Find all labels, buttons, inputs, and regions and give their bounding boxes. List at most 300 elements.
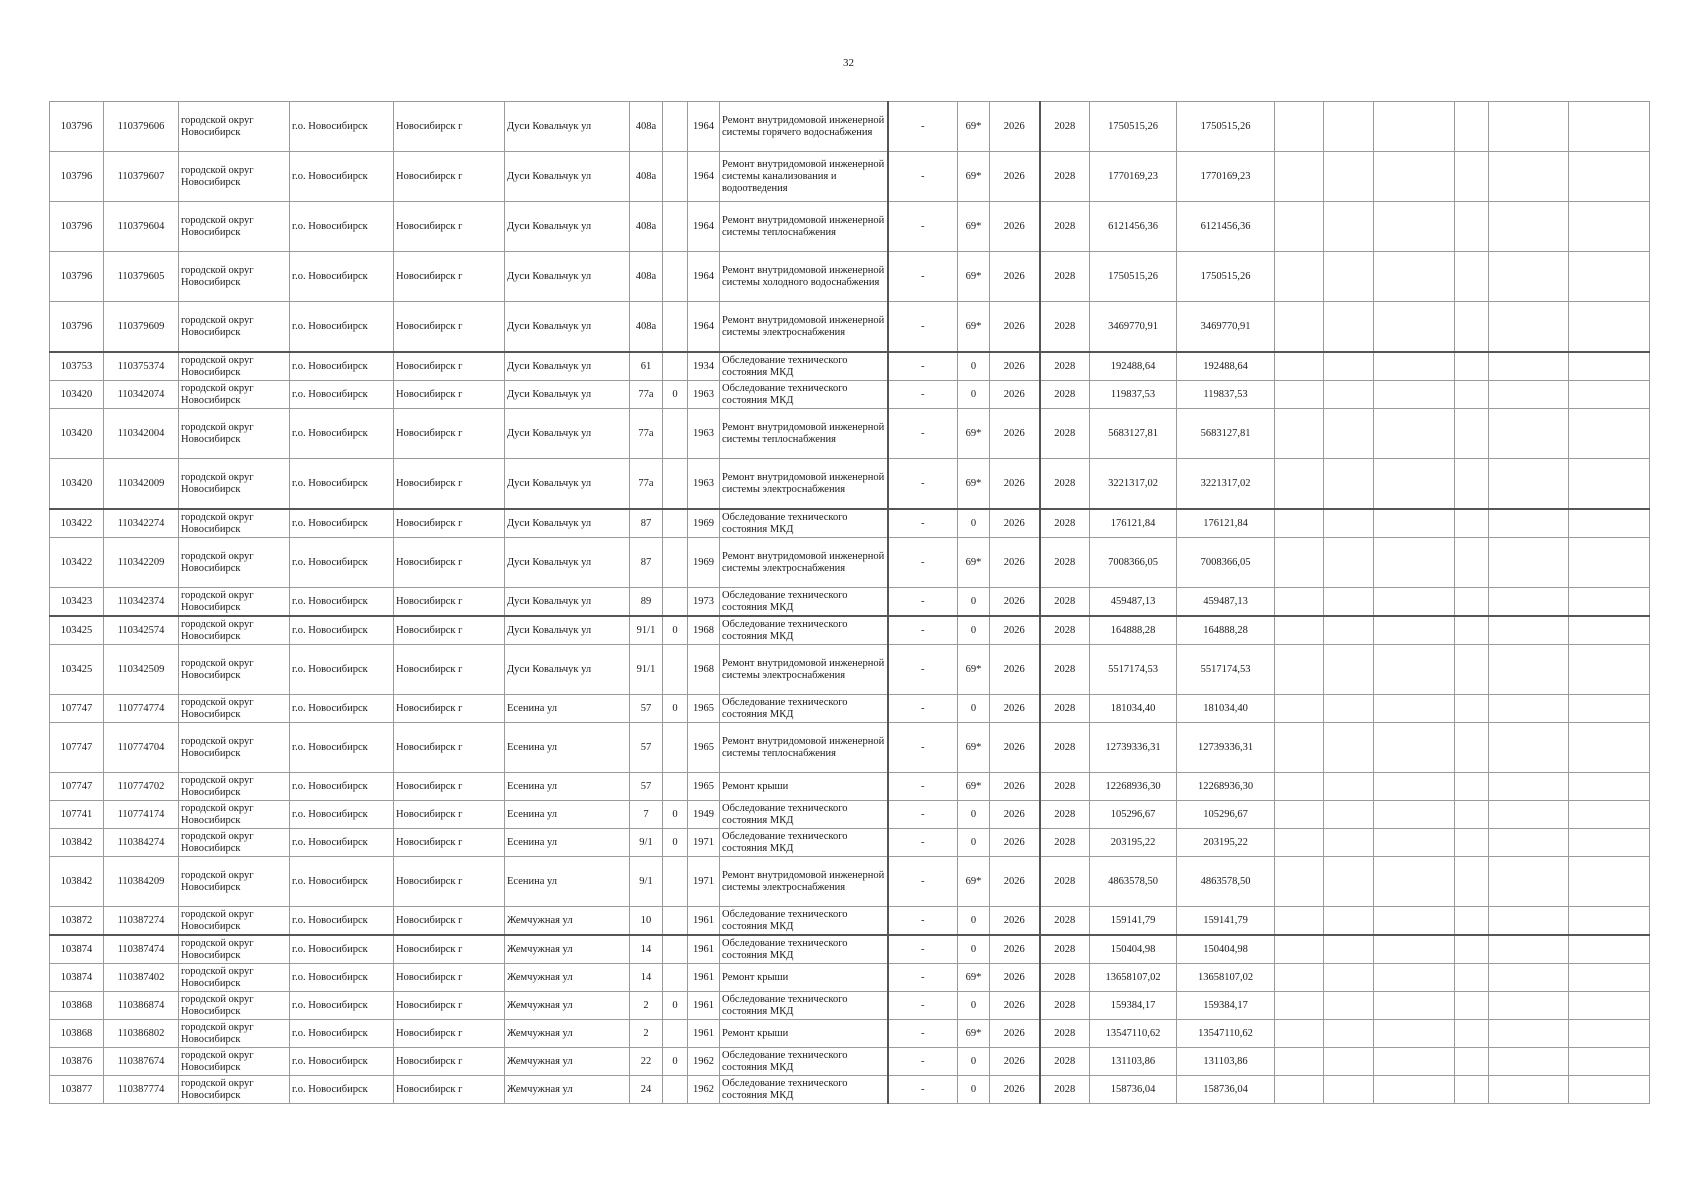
empty-cell xyxy=(1569,1020,1650,1048)
street-cell: Есенина ул xyxy=(505,723,630,773)
dash-cell: - xyxy=(888,202,958,252)
district-cell: городской округ Новосибирск xyxy=(179,152,290,202)
start-year-cell: 2026 xyxy=(990,645,1040,695)
empty-cell xyxy=(1569,381,1650,409)
start-year-cell: 2026 xyxy=(990,1020,1040,1048)
dash-cell: - xyxy=(888,302,958,353)
work-type-cell: Обследование технического состояния МКД xyxy=(720,381,888,409)
table-row xyxy=(50,509,1650,538)
settlement-cell: Новосибирск г xyxy=(394,381,505,409)
end-year-cell: 2028 xyxy=(1040,773,1090,801)
settlement-cell: Новосибирск г xyxy=(394,1076,505,1104)
type-code-cell: 69* xyxy=(958,152,990,202)
construction-year-cell: 1962 xyxy=(688,1048,720,1076)
street-cell: Дуси Ковальчук ул xyxy=(505,459,630,510)
municipality-cell: г.о. Новосибирск xyxy=(290,935,394,964)
district-cell: городской округ Новосибирск xyxy=(179,1076,290,1104)
total-cost-cell: 12739336,31 xyxy=(1177,723,1275,773)
cost-cell: 13547110,62 xyxy=(1090,1020,1177,1048)
cost-cell: 5683127,81 xyxy=(1090,409,1177,459)
record-id-cell: 103420 xyxy=(50,409,104,459)
work-type-cell: Ремонт внутридомовой инженерной системы теплоснабжения xyxy=(720,202,888,252)
empty-cell xyxy=(1455,588,1489,617)
empty-cell xyxy=(1455,723,1489,773)
settlement-cell: Новосибирск г xyxy=(394,773,505,801)
start-year-cell: 2026 xyxy=(990,992,1040,1020)
type-code-cell: 0 xyxy=(958,695,990,723)
building-cell xyxy=(663,1076,688,1104)
empty-cell xyxy=(1324,509,1374,538)
empty-cell xyxy=(1569,992,1650,1020)
empty-cell xyxy=(1455,773,1489,801)
empty-cell xyxy=(1374,1048,1455,1076)
empty-cell xyxy=(1569,352,1650,381)
record-id-cell: 103874 xyxy=(50,935,104,964)
empty-cell xyxy=(1489,695,1569,723)
empty-cell xyxy=(1455,1020,1489,1048)
empty-cell xyxy=(1324,1020,1374,1048)
cost-cell: 12268936,30 xyxy=(1090,773,1177,801)
municipality-cell: г.о. Новосибирск xyxy=(290,992,394,1020)
district-cell: городской округ Новосибирск xyxy=(179,202,290,252)
type-code-cell: 69* xyxy=(958,645,990,695)
building-cell xyxy=(663,352,688,381)
start-year-cell: 2026 xyxy=(990,302,1040,353)
settlement-cell: Новосибирск г xyxy=(394,1020,505,1048)
district-cell: городской округ Новосибирск xyxy=(179,935,290,964)
empty-cell xyxy=(1275,102,1324,152)
object-code-cell: 110342574 xyxy=(104,616,179,645)
total-cost-cell: 1770169,23 xyxy=(1177,152,1275,202)
table-row xyxy=(50,935,1650,964)
house-number-cell: 77а xyxy=(630,409,663,459)
end-year-cell: 2028 xyxy=(1040,202,1090,252)
object-code-cell: 110342209 xyxy=(104,538,179,588)
record-id-cell: 103422 xyxy=(50,538,104,588)
municipality-cell: г.о. Новосибирск xyxy=(290,801,394,829)
record-id-cell: 107747 xyxy=(50,695,104,723)
empty-cell xyxy=(1569,801,1650,829)
district-cell: городской округ Новосибирск xyxy=(179,509,290,538)
record-id-cell: 103842 xyxy=(50,829,104,857)
dash-cell: - xyxy=(888,509,958,538)
dash-cell: - xyxy=(888,152,958,202)
street-cell: Жемчужная ул xyxy=(505,1048,630,1076)
object-code-cell: 110386802 xyxy=(104,1020,179,1048)
object-code-cell: 110384209 xyxy=(104,857,179,907)
empty-cell xyxy=(1324,964,1374,992)
empty-cell xyxy=(1374,935,1455,964)
cost-cell: 164888,28 xyxy=(1090,616,1177,645)
record-id-cell: 103796 xyxy=(50,102,104,152)
empty-cell xyxy=(1455,252,1489,302)
empty-cell xyxy=(1455,152,1489,202)
total-cost-cell: 119837,53 xyxy=(1177,381,1275,409)
empty-cell xyxy=(1275,588,1324,617)
table-row xyxy=(50,616,1650,645)
record-id-cell: 103796 xyxy=(50,202,104,252)
empty-cell xyxy=(1374,695,1455,723)
empty-cell xyxy=(1455,538,1489,588)
work-type-cell: Ремонт внутридомовой инженерной системы электроснабжения xyxy=(720,538,888,588)
empty-cell xyxy=(1569,588,1650,617)
empty-cell xyxy=(1455,202,1489,252)
house-number-cell: 89 xyxy=(630,588,663,617)
cost-cell: 459487,13 xyxy=(1090,588,1177,617)
empty-cell xyxy=(1275,935,1324,964)
type-code-cell: 0 xyxy=(958,801,990,829)
empty-cell xyxy=(1489,992,1569,1020)
table-row xyxy=(50,252,1650,302)
dash-cell: - xyxy=(888,801,958,829)
empty-cell xyxy=(1374,409,1455,459)
end-year-cell: 2028 xyxy=(1040,152,1090,202)
building-cell xyxy=(663,1020,688,1048)
type-code-cell: 69* xyxy=(958,409,990,459)
record-id-cell: 103420 xyxy=(50,459,104,510)
start-year-cell: 2026 xyxy=(990,409,1040,459)
end-year-cell: 2028 xyxy=(1040,538,1090,588)
building-cell: 0 xyxy=(663,381,688,409)
empty-cell xyxy=(1455,1048,1489,1076)
start-year-cell: 2026 xyxy=(990,1076,1040,1104)
empty-cell xyxy=(1324,773,1374,801)
empty-cell xyxy=(1324,588,1374,617)
empty-cell xyxy=(1275,992,1324,1020)
construction-year-cell: 1971 xyxy=(688,857,720,907)
district-cell: городской округ Новосибирск xyxy=(179,1048,290,1076)
end-year-cell: 2028 xyxy=(1040,645,1090,695)
house-number-cell: 61 xyxy=(630,352,663,381)
empty-cell xyxy=(1455,907,1489,936)
type-code-cell: 0 xyxy=(958,829,990,857)
total-cost-cell: 176121,84 xyxy=(1177,509,1275,538)
empty-cell xyxy=(1275,409,1324,459)
object-code-cell: 110774702 xyxy=(104,773,179,801)
building-cell: 0 xyxy=(663,616,688,645)
end-year-cell: 2028 xyxy=(1040,992,1090,1020)
cost-cell: 3221317,02 xyxy=(1090,459,1177,510)
empty-cell xyxy=(1275,907,1324,936)
empty-cell xyxy=(1275,695,1324,723)
dash-cell: - xyxy=(888,616,958,645)
table-body xyxy=(50,102,1650,1104)
empty-cell xyxy=(1569,202,1650,252)
cost-cell: 192488,64 xyxy=(1090,352,1177,381)
house-number-cell: 9/1 xyxy=(630,829,663,857)
settlement-cell: Новосибирск г xyxy=(394,202,505,252)
settlement-cell: Новосибирск г xyxy=(394,616,505,645)
dash-cell: - xyxy=(888,857,958,907)
object-code-cell: 110387674 xyxy=(104,1048,179,1076)
empty-cell xyxy=(1455,509,1489,538)
object-code-cell: 110342509 xyxy=(104,645,179,695)
construction-year-cell: 1964 xyxy=(688,252,720,302)
type-code-cell: 69* xyxy=(958,538,990,588)
construction-year-cell: 1971 xyxy=(688,829,720,857)
empty-cell xyxy=(1374,381,1455,409)
settlement-cell: Новосибирск г xyxy=(394,801,505,829)
work-type-cell: Обследование технического состояния МКД xyxy=(720,829,888,857)
empty-cell xyxy=(1275,1020,1324,1048)
district-cell: городской округ Новосибирск xyxy=(179,1020,290,1048)
dash-cell: - xyxy=(888,1020,958,1048)
dash-cell: - xyxy=(888,588,958,617)
empty-cell xyxy=(1455,801,1489,829)
municipality-cell: г.о. Новосибирск xyxy=(290,1076,394,1104)
record-id-cell: 103425 xyxy=(50,616,104,645)
total-cost-cell: 3221317,02 xyxy=(1177,459,1275,510)
object-code-cell: 110774174 xyxy=(104,801,179,829)
end-year-cell: 2028 xyxy=(1040,801,1090,829)
total-cost-cell: 158736,04 xyxy=(1177,1076,1275,1104)
district-cell: городской округ Новосибирск xyxy=(179,773,290,801)
empty-cell xyxy=(1324,252,1374,302)
cost-cell: 13658107,02 xyxy=(1090,964,1177,992)
construction-year-cell: 1968 xyxy=(688,645,720,695)
empty-cell xyxy=(1275,352,1324,381)
building-cell xyxy=(663,857,688,907)
cost-cell: 203195,22 xyxy=(1090,829,1177,857)
settlement-cell: Новосибирск г xyxy=(394,857,505,907)
empty-cell xyxy=(1569,252,1650,302)
empty-cell xyxy=(1324,202,1374,252)
total-cost-cell: 159141,79 xyxy=(1177,907,1275,936)
empty-cell xyxy=(1569,538,1650,588)
house-number-cell: 77а xyxy=(630,381,663,409)
empty-cell xyxy=(1324,352,1374,381)
total-cost-cell: 164888,28 xyxy=(1177,616,1275,645)
house-number-cell: 14 xyxy=(630,964,663,992)
type-code-cell: 69* xyxy=(958,964,990,992)
empty-cell xyxy=(1374,588,1455,617)
house-number-cell: 408а xyxy=(630,252,663,302)
house-number-cell: 57 xyxy=(630,723,663,773)
empty-cell xyxy=(1324,695,1374,723)
house-number-cell: 57 xyxy=(630,773,663,801)
record-id-cell: 103796 xyxy=(50,152,104,202)
start-year-cell: 2026 xyxy=(990,801,1040,829)
empty-cell xyxy=(1374,252,1455,302)
record-id-cell: 103422 xyxy=(50,509,104,538)
empty-cell xyxy=(1569,829,1650,857)
total-cost-cell: 203195,22 xyxy=(1177,829,1275,857)
total-cost-cell: 6121456,36 xyxy=(1177,202,1275,252)
total-cost-cell: 1750515,26 xyxy=(1177,252,1275,302)
end-year-cell: 2028 xyxy=(1040,1020,1090,1048)
empty-cell xyxy=(1275,773,1324,801)
object-code-cell: 110387474 xyxy=(104,935,179,964)
municipality-cell: г.о. Новосибирск xyxy=(290,829,394,857)
street-cell: Дуси Ковальчук ул xyxy=(505,645,630,695)
total-cost-cell: 150404,98 xyxy=(1177,935,1275,964)
street-cell: Дуси Ковальчук ул xyxy=(505,538,630,588)
type-code-cell: 69* xyxy=(958,857,990,907)
empty-cell xyxy=(1275,381,1324,409)
empty-cell xyxy=(1569,645,1650,695)
district-cell: городской округ Новосибирск xyxy=(179,992,290,1020)
building-cell xyxy=(663,964,688,992)
street-cell: Дуси Ковальчук ул xyxy=(505,616,630,645)
cost-cell: 159384,17 xyxy=(1090,992,1177,1020)
empty-cell xyxy=(1489,616,1569,645)
empty-cell xyxy=(1324,152,1374,202)
type-code-cell: 0 xyxy=(958,1076,990,1104)
street-cell: Жемчужная ул xyxy=(505,1076,630,1104)
start-year-cell: 2026 xyxy=(990,773,1040,801)
empty-cell xyxy=(1324,857,1374,907)
cost-cell: 105296,67 xyxy=(1090,801,1177,829)
building-cell xyxy=(663,302,688,353)
total-cost-cell: 13547110,62 xyxy=(1177,1020,1275,1048)
cost-cell: 150404,98 xyxy=(1090,935,1177,964)
total-cost-cell: 7008366,05 xyxy=(1177,538,1275,588)
table-row xyxy=(50,907,1650,936)
dash-cell: - xyxy=(888,935,958,964)
empty-cell xyxy=(1569,1048,1650,1076)
empty-cell xyxy=(1569,459,1650,510)
construction-year-cell: 1964 xyxy=(688,202,720,252)
dash-cell: - xyxy=(888,1076,958,1104)
construction-year-cell: 1949 xyxy=(688,801,720,829)
municipality-cell: г.о. Новосибирск xyxy=(290,352,394,381)
object-code-cell: 110774704 xyxy=(104,723,179,773)
table-row xyxy=(50,773,1650,801)
empty-cell xyxy=(1455,381,1489,409)
work-type-cell: Обследование технического состояния МКД xyxy=(720,801,888,829)
empty-cell xyxy=(1374,202,1455,252)
table-row xyxy=(50,801,1650,829)
record-id-cell: 103842 xyxy=(50,857,104,907)
work-type-cell: Обследование технического состояния МКД xyxy=(720,616,888,645)
construction-year-cell: 1964 xyxy=(688,152,720,202)
end-year-cell: 2028 xyxy=(1040,352,1090,381)
object-code-cell: 110386874 xyxy=(104,992,179,1020)
building-cell: 0 xyxy=(663,992,688,1020)
empty-cell xyxy=(1569,1076,1650,1104)
type-code-cell: 0 xyxy=(958,381,990,409)
empty-cell xyxy=(1489,935,1569,964)
table-row xyxy=(50,102,1650,152)
street-cell: Дуси Ковальчук ул xyxy=(505,352,630,381)
construction-year-cell: 1964 xyxy=(688,302,720,353)
street-cell: Есенина ул xyxy=(505,773,630,801)
settlement-cell: Новосибирск г xyxy=(394,992,505,1020)
empty-cell xyxy=(1455,829,1489,857)
street-cell: Дуси Ковальчук ул xyxy=(505,202,630,252)
municipality-cell: г.о. Новосибирск xyxy=(290,616,394,645)
settlement-cell: Новосибирск г xyxy=(394,352,505,381)
settlement-cell: Новосибирск г xyxy=(394,964,505,992)
district-cell: городской округ Новосибирск xyxy=(179,695,290,723)
start-year-cell: 2026 xyxy=(990,381,1040,409)
empty-cell xyxy=(1324,992,1374,1020)
start-year-cell: 2026 xyxy=(990,857,1040,907)
empty-cell xyxy=(1455,102,1489,152)
work-type-cell: Обследование технического состояния МКД xyxy=(720,352,888,381)
house-number-cell: 408а xyxy=(630,152,663,202)
dash-cell: - xyxy=(888,1048,958,1076)
building-cell: 0 xyxy=(663,695,688,723)
district-cell: городской округ Новосибирск xyxy=(179,829,290,857)
empty-cell xyxy=(1324,102,1374,152)
cost-cell: 131103,86 xyxy=(1090,1048,1177,1076)
dash-cell: - xyxy=(888,829,958,857)
settlement-cell: Новосибирск г xyxy=(394,935,505,964)
empty-cell xyxy=(1569,302,1650,353)
house-number-cell: 408а xyxy=(630,302,663,353)
dash-cell: - xyxy=(888,645,958,695)
empty-cell xyxy=(1489,102,1569,152)
empty-cell xyxy=(1324,907,1374,936)
municipality-cell: г.о. Новосибирск xyxy=(290,102,394,152)
empty-cell xyxy=(1489,202,1569,252)
type-code-cell: 69* xyxy=(958,1020,990,1048)
street-cell: Дуси Ковальчук ул xyxy=(505,152,630,202)
total-cost-cell: 159384,17 xyxy=(1177,992,1275,1020)
settlement-cell: Новосибирск г xyxy=(394,907,505,936)
municipality-cell: г.о. Новосибирск xyxy=(290,302,394,353)
record-id-cell: 103796 xyxy=(50,302,104,353)
empty-cell xyxy=(1275,645,1324,695)
end-year-cell: 2028 xyxy=(1040,723,1090,773)
empty-cell xyxy=(1455,352,1489,381)
start-year-cell: 2026 xyxy=(990,829,1040,857)
object-code-cell: 110342274 xyxy=(104,509,179,538)
type-code-cell: 69* xyxy=(958,252,990,302)
record-id-cell: 103425 xyxy=(50,645,104,695)
work-type-cell: Обследование технического состояния МКД xyxy=(720,1048,888,1076)
type-code-cell: 69* xyxy=(958,459,990,510)
construction-year-cell: 1969 xyxy=(688,538,720,588)
building-cell xyxy=(663,723,688,773)
table-row xyxy=(50,152,1650,202)
dash-cell: - xyxy=(888,459,958,510)
type-code-cell: 0 xyxy=(958,616,990,645)
type-code-cell: 0 xyxy=(958,588,990,617)
municipality-cell: г.о. Новосибирск xyxy=(290,252,394,302)
empty-cell xyxy=(1489,857,1569,907)
type-code-cell: 0 xyxy=(958,907,990,936)
municipality-cell: г.о. Новосибирск xyxy=(290,857,394,907)
table-row xyxy=(50,829,1650,857)
cost-cell: 7008366,05 xyxy=(1090,538,1177,588)
total-cost-cell: 105296,67 xyxy=(1177,801,1275,829)
empty-cell xyxy=(1374,907,1455,936)
type-code-cell: 0 xyxy=(958,935,990,964)
empty-cell xyxy=(1455,459,1489,510)
street-cell: Дуси Ковальчук ул xyxy=(505,409,630,459)
municipality-cell: г.о. Новосибирск xyxy=(290,459,394,510)
settlement-cell: Новосибирск г xyxy=(394,302,505,353)
total-cost-cell: 13658107,02 xyxy=(1177,964,1275,992)
table-row xyxy=(50,381,1650,409)
empty-cell xyxy=(1489,829,1569,857)
table-row xyxy=(50,202,1650,252)
empty-cell xyxy=(1275,459,1324,510)
work-type-cell: Обследование технического состояния МКД xyxy=(720,935,888,964)
empty-cell xyxy=(1324,801,1374,829)
house-number-cell: 10 xyxy=(630,907,663,936)
empty-cell xyxy=(1569,152,1650,202)
empty-cell xyxy=(1324,538,1374,588)
object-code-cell: 110342004 xyxy=(104,409,179,459)
type-code-cell: 0 xyxy=(958,509,990,538)
dash-cell: - xyxy=(888,102,958,152)
cost-cell: 119837,53 xyxy=(1090,381,1177,409)
dash-cell: - xyxy=(888,409,958,459)
object-code-cell: 110379606 xyxy=(104,102,179,152)
